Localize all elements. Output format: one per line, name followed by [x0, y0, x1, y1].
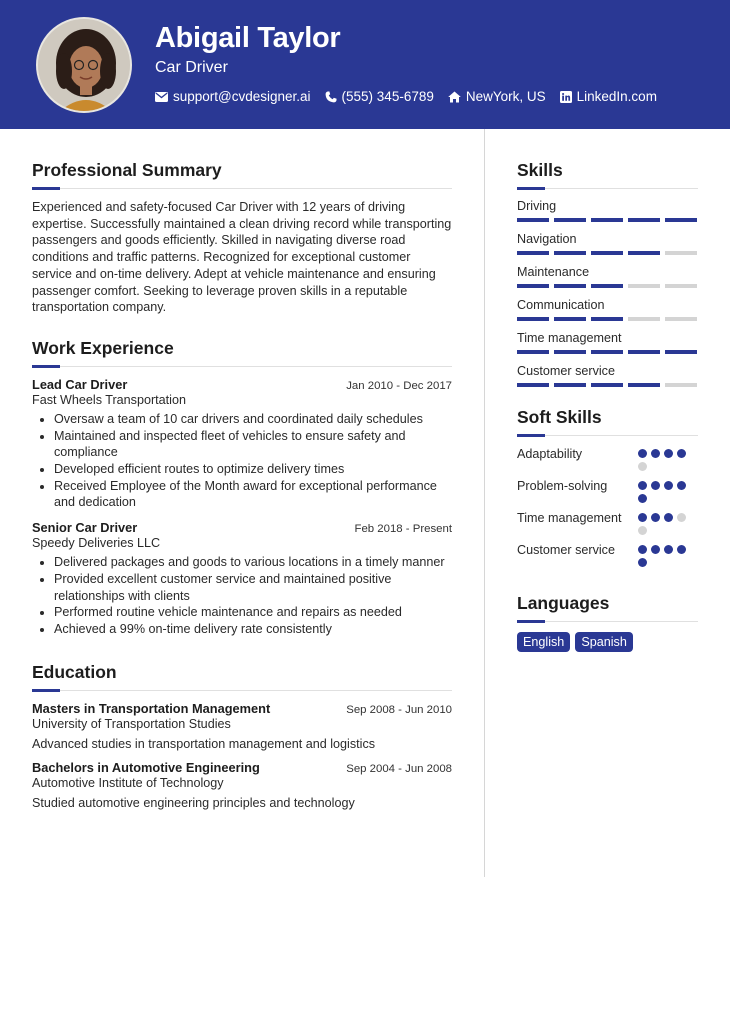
- skill-level-segment: [628, 383, 660, 387]
- skill-level-segment: [554, 284, 586, 288]
- skills-section: [517, 160, 698, 387]
- soft-skill-row: [517, 446, 698, 471]
- skills-list: [517, 199, 698, 387]
- skill-level-bar: [517, 317, 698, 321]
- soft-skill-rating: [638, 513, 698, 535]
- job-entry: [32, 520, 452, 638]
- rating-dot: [664, 545, 673, 554]
- soft-skill-rating: [638, 481, 698, 503]
- job-bullet: Oversaw a team of 10 car drivers and coordinated daily schedules: [32, 411, 452, 428]
- rating-dot: [664, 513, 673, 522]
- education-section: [32, 662, 452, 810]
- education-description: Advanced studies in transportation management and logistics: [32, 736, 376, 751]
- job-bullet: Maintained and inspected fleet of vehicles to ensure safety and compliance: [32, 428, 452, 461]
- skill-name: Navigation: [517, 232, 577, 246]
- home-icon: [448, 91, 461, 103]
- skill-name: Driving: [517, 199, 557, 213]
- job-bullets: [32, 411, 452, 511]
- section-title: Soft Skills: [517, 407, 602, 427]
- soft-skill-name: Customer service: [517, 543, 615, 557]
- job-bullets: [32, 554, 452, 638]
- job-dates: Jan 2010 - Dec 2017: [346, 379, 452, 392]
- language-badge: Spanish: [575, 632, 633, 652]
- skill-level-segment: [665, 350, 697, 354]
- job-bullet: Provided excellent customer service and maintained positive relationships with clients: [32, 571, 452, 604]
- candidate-role: Car Driver: [155, 59, 228, 76]
- skill-level-segment: [517, 218, 549, 222]
- soft-skill-row: [517, 478, 698, 503]
- skill-name: Communication: [517, 298, 605, 312]
- email-icon: [155, 92, 168, 102]
- sidebar-column: [517, 160, 698, 652]
- contact-email[interactable]: [155, 89, 311, 104]
- job-entry: [32, 377, 452, 511]
- rating-dot: [677, 449, 686, 458]
- rating-dot: [651, 449, 660, 458]
- candidate-name: Abigail Taylor: [155, 22, 341, 54]
- rating-dot: [651, 481, 660, 490]
- soft-skills-section: [517, 407, 698, 567]
- section-rule: [32, 188, 452, 189]
- skill-level-segment: [628, 350, 660, 354]
- skill-level-bar: [517, 251, 698, 255]
- skill-name: Customer service: [517, 364, 615, 378]
- rating-dot: [638, 545, 647, 554]
- rating-dot: [677, 545, 686, 554]
- job-bullet: Developed efficient routes to optimize delivery times: [32, 461, 452, 478]
- rating-dot: [638, 558, 647, 567]
- contact-phone[interactable]: [325, 89, 434, 104]
- job-bullet: Achieved a 99% on-time delivery rate consistently: [32, 621, 452, 638]
- soft-skill-row: [517, 542, 698, 567]
- soft-skills-list: [517, 446, 698, 567]
- phone-icon: [325, 91, 337, 103]
- language-list: [517, 632, 698, 652]
- education-entry: [32, 701, 452, 751]
- skill-level-segment: [665, 251, 697, 255]
- skill-level-segment: [591, 251, 623, 255]
- job-dates: Feb 2018 - Present: [354, 523, 452, 536]
- job-company: Fast Wheels Transportation: [32, 392, 186, 407]
- skill-level-segment: [554, 350, 586, 354]
- summary-section: [32, 160, 452, 316]
- linkedin-icon: [560, 91, 572, 103]
- contact-location: [448, 89, 546, 104]
- skill-level-segment: [591, 284, 623, 288]
- soft-skill-rating: [638, 545, 698, 567]
- section-title: Skills: [517, 160, 563, 180]
- degree-title: Bachelors in Automotive Engineering: [32, 759, 260, 775]
- soft-skill-rating: [638, 449, 698, 471]
- main-column: [32, 160, 452, 810]
- contact-email-text: support@cvdesigner.ai: [173, 89, 311, 104]
- rating-dot: [638, 481, 647, 490]
- section-title: Languages: [517, 593, 610, 613]
- skill-level-bar: [517, 383, 698, 387]
- skill-level-segment: [591, 218, 623, 222]
- section-rule: [32, 690, 452, 691]
- section-rule: [32, 366, 452, 367]
- language-badge: English: [517, 632, 570, 652]
- rating-dot: [664, 481, 673, 490]
- rating-dot: [651, 545, 660, 554]
- school-name: University of Transportation Studies: [32, 716, 231, 731]
- job-title: Senior Car Driver: [32, 520, 138, 536]
- skill-level-segment: [665, 218, 697, 222]
- skill-level-bar: [517, 284, 698, 288]
- resume-header: [0, 0, 730, 129]
- section-rule: [517, 621, 698, 622]
- section-rule: [517, 435, 698, 436]
- rating-dot: [677, 481, 686, 490]
- degree-title: Masters in Transportation Management: [32, 700, 271, 716]
- column-divider: [484, 129, 485, 877]
- skill-level-segment: [554, 383, 586, 387]
- contact-phone-text: (555) 345-6789: [341, 89, 434, 104]
- rating-dot: [638, 449, 647, 458]
- section-title: Education: [32, 661, 117, 682]
- skill-level-segment: [554, 251, 586, 255]
- skill-level-segment: [517, 251, 549, 255]
- languages-section: [517, 593, 698, 652]
- skill-name: Maintenance: [517, 265, 590, 279]
- skill-level-segment: [665, 317, 697, 321]
- profile-photo: [36, 17, 132, 113]
- education-dates: Sep 2008 - Jun 2010: [346, 703, 452, 716]
- summary-text: Experienced and safety-focused Car Driver with 12 years of driving expertise. Successfully maintained a clean driving record while transporting passengers and goods efficiently. Skilled in navigating diverse road conditions and traffic patterns. Recognized for exceptional customer service and on-time delivery. Adept at vehicle maintenance and ensuring passenger comfort. Seeking to leverage proven skills in a reputable transportation company.: [32, 200, 452, 315]
- job-bullet: Delivered packages and goods to various locations in a timely manner: [32, 554, 452, 571]
- skill-level-segment: [517, 350, 549, 354]
- skill-level-segment: [628, 218, 660, 222]
- skill-level-segment: [554, 218, 586, 222]
- experience-section: [32, 338, 452, 638]
- skill-level-segment: [591, 350, 623, 354]
- job-company: Speedy Deliveries LLC: [32, 536, 161, 551]
- soft-skill-row: [517, 510, 698, 535]
- skill-level-segment: [517, 284, 549, 288]
- rating-dot: [664, 449, 673, 458]
- rating-dot: [651, 513, 660, 522]
- rating-dot: [677, 513, 686, 522]
- skill-name: Time management: [517, 331, 622, 345]
- soft-skill-name: Time management: [517, 511, 622, 525]
- job-title: Lead Car Driver: [32, 376, 128, 392]
- contact-location-text: NewYork, US: [465, 89, 546, 104]
- skill-level-segment: [628, 251, 660, 255]
- skill-level-segment: [628, 317, 660, 321]
- contact-linkedin[interactable]: [560, 89, 657, 104]
- skill-level-segment: [591, 317, 623, 321]
- rating-dot: [638, 526, 647, 535]
- school-name: Automotive Institute of Technology: [32, 775, 224, 790]
- section-title: Work Experience: [32, 337, 174, 358]
- section-title: Professional Summary: [32, 160, 222, 180]
- skill-level-bar: [517, 218, 698, 222]
- skill-level-segment: [517, 383, 549, 387]
- education-entry: [32, 760, 452, 810]
- section-rule: [517, 188, 698, 189]
- soft-skill-name: Problem-solving: [517, 479, 608, 493]
- skill-level-segment: [517, 317, 549, 321]
- rating-dot: [638, 494, 647, 503]
- job-bullet: Received Employee of the Month award for exceptional performance and dedication: [32, 478, 452, 511]
- skill-level-segment: [628, 284, 660, 288]
- soft-skill-name: Adaptability: [517, 447, 583, 461]
- contact-linkedin-text: LinkedIn.com: [576, 89, 657, 104]
- rating-dot: [638, 462, 647, 471]
- skill-level-segment: [554, 317, 586, 321]
- skill-level-segment: [591, 383, 623, 387]
- skill-level-segment: [665, 284, 697, 288]
- skill-level-bar: [517, 350, 698, 354]
- job-bullet: Performed routine vehicle maintenance and repairs as needed: [32, 604, 452, 621]
- skill-level-segment: [665, 383, 697, 387]
- contact-list: [155, 89, 671, 104]
- education-description: Studied automotive engineering principles and technology: [32, 795, 355, 810]
- profile-photo-illustration: [38, 19, 132, 113]
- education-dates: Sep 2004 - Jun 2008: [346, 762, 452, 775]
- rating-dot: [638, 513, 647, 522]
